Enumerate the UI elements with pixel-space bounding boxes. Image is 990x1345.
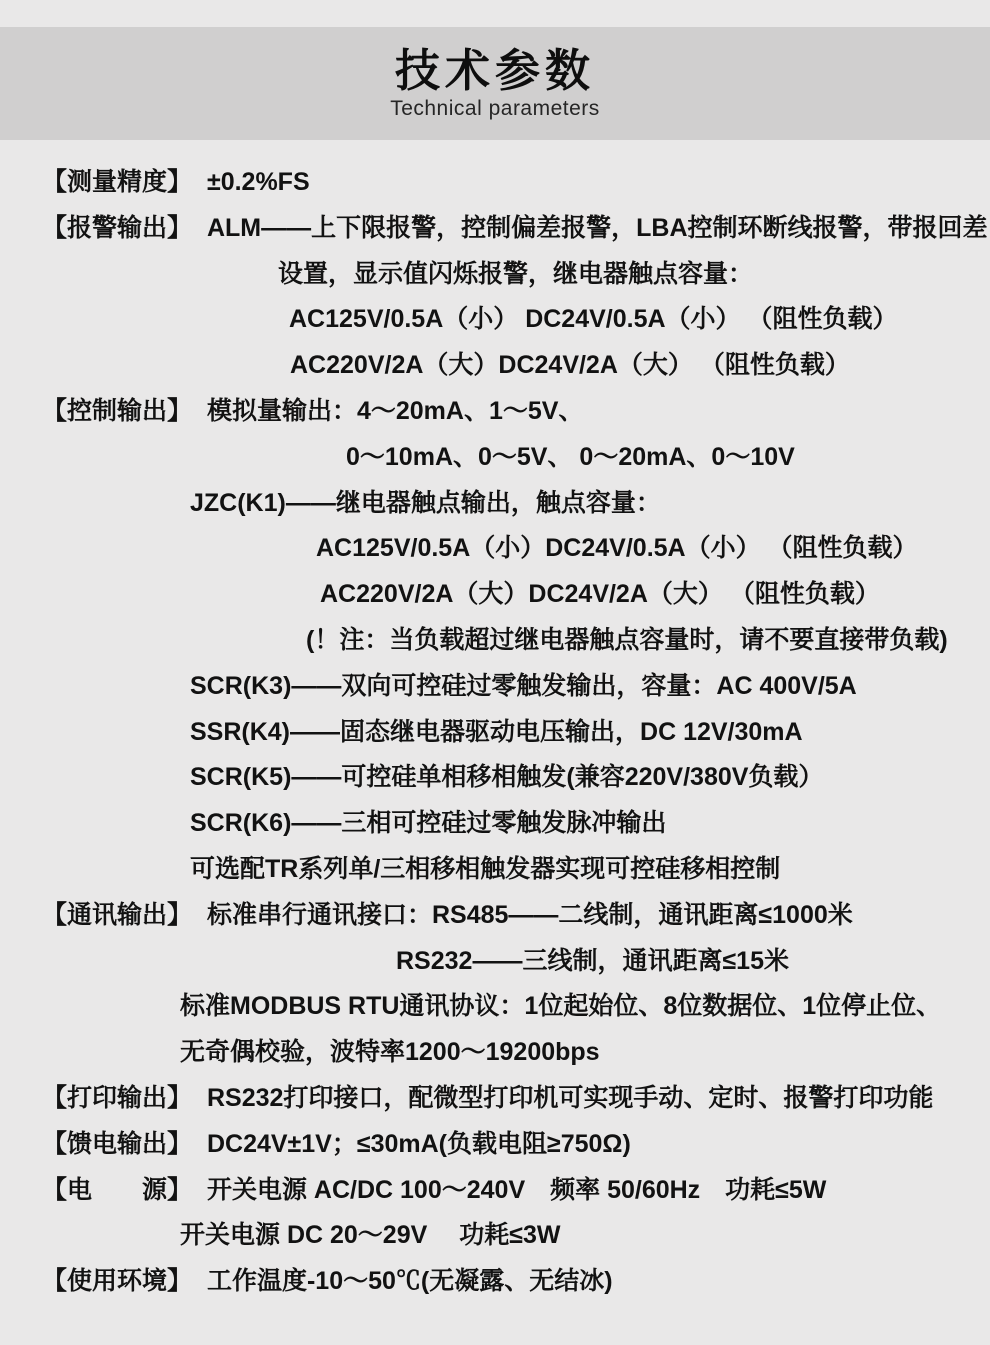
- spec-text: AC220V/2A（大）DC24V/2A（大） （阻性负载）: [290, 351, 850, 380]
- spec-row-alarm-relay-large: [42, 343, 990, 389]
- spec-label: 【通讯输出】: [42, 900, 193, 929]
- spec-row-measure-accuracy: [42, 160, 990, 206]
- spec-row-environment: [42, 1259, 990, 1305]
- spec-text: 标准串行通讯接口：RS485——二线制，通讯距离≤1000米: [206, 900, 853, 929]
- spec-text: SCR(K6)——三相可控硅过零触发脉冲输出: [190, 809, 667, 838]
- spec-text: 开关电源 DC 20～29V 功耗≤3W: [180, 1221, 561, 1250]
- spec-row-control-output: [42, 389, 990, 435]
- spec-text: SCR(K5)——可控硅单相移相触发(兼容220V/380V负载）: [190, 763, 824, 792]
- spec-row-power-supply: [42, 1168, 990, 1214]
- spec-text: AC125V/0.5A（小） DC24V/0.5A（小） （阻性负载）: [289, 305, 898, 334]
- spec-text: JZC(K1)——继电器触点输出，触点容量：: [190, 488, 661, 517]
- spec-text: SCR(K3)——双向可控硅过零触发输出，容量：AC 400V/5A: [190, 671, 857, 700]
- spec-text: 工作温度-10～50℃(无凝露、无结冰): [206, 1267, 613, 1296]
- spec-row-alarm-relay-small: [42, 297, 990, 343]
- spec-row-jzc-k1: [42, 481, 990, 527]
- spec-text: RS232打印接口，配微型打印机可实现手动、定时、报警打印功能: [206, 1083, 934, 1112]
- spec-text: 模拟量输出：4～20mA、1～5V、: [206, 396, 584, 425]
- spec-row-alarm-cont: [42, 252, 990, 298]
- spec-text: 无奇偶校验，波特率1200～19200bps: [180, 1038, 600, 1067]
- spec-label: 【报警输出】: [42, 213, 193, 242]
- spec-row-scr-k6: [42, 801, 990, 847]
- spec-text: 设置，显示值闪烁报警，继电器触点容量：: [278, 259, 754, 288]
- spec-row-tr-option: [42, 847, 990, 893]
- spec-label: 【使用环境】: [42, 1267, 193, 1296]
- spec-row-comm-output: [42, 893, 990, 939]
- spec-text: AC220V/2A（大）DC24V/2A（大） （阻性负载）: [320, 580, 880, 609]
- spec-row-modbus: [42, 984, 990, 1030]
- spec-row-scr-k5: [42, 755, 990, 801]
- spec-row-feed-output: [42, 1122, 990, 1168]
- page-subtitle: Technical parameters: [390, 96, 600, 120]
- spec-text: ±0.2%FS: [206, 168, 310, 196]
- spec-row-baudrate: [42, 1030, 990, 1076]
- spec-row-rs232-comm: [42, 939, 990, 985]
- spec-label: 【电 源】: [42, 1175, 193, 1204]
- spec-list: [0, 140, 990, 1305]
- spec-row-alarm-output: [42, 206, 990, 252]
- spec-text: (！注：当负载超过继电器触点容量时，请不要直接带负载): [306, 625, 948, 654]
- page-title: 技术参数: [394, 45, 595, 97]
- spec-row-analog-cont: [42, 435, 990, 481]
- header-banner: [0, 27, 990, 140]
- spec-text: ALM——上下限报警，控制偏差报警，LBA控制环断线报警，带报回差: [206, 213, 988, 242]
- spec-text: 标准MODBUS RTU通讯协议：1位起始位、8位数据位、1位停止位、: [180, 992, 942, 1021]
- spec-text: 可选配TR系列单/三相移相触发器实现可控硅移相控制: [190, 854, 781, 883]
- spec-row-power-dc: [42, 1213, 990, 1259]
- spec-row-print-output: [42, 1076, 990, 1122]
- spec-row-scr-k3: [42, 664, 990, 710]
- spec-label: 【控制输出】: [42, 396, 193, 425]
- spec-row-ssr-k4: [42, 710, 990, 756]
- spec-row-relay-note: [42, 618, 990, 664]
- spec-text: SSR(K4)——固态继电器驱动电压输出，DC 12V/30mA: [190, 717, 803, 746]
- spec-text: 开关电源 AC/DC 100～240V 频率 50/60Hz 功耗≤5W: [206, 1175, 827, 1204]
- spec-text: 0～10mA、0～5V、 0～20mA、0～10V: [346, 442, 795, 471]
- spec-label: 【打印输出】: [42, 1083, 193, 1112]
- spec-page: [0, 27, 990, 1345]
- spec-text: RS232——三线制，通讯距离≤15米: [396, 946, 789, 975]
- spec-label: 【馈电输出】: [42, 1129, 193, 1158]
- spec-label: 【测量精度】: [42, 168, 193, 196]
- spec-text: AC125V/0.5A（小）DC24V/0.5A（小） （阻性负载）: [316, 534, 918, 563]
- spec-row-k1-relay-large: [42, 572, 990, 618]
- spec-text: DC24V±1V；≤30mA(负载电阻≥750Ω): [206, 1129, 631, 1158]
- spec-row-k1-relay-small: [42, 526, 990, 572]
